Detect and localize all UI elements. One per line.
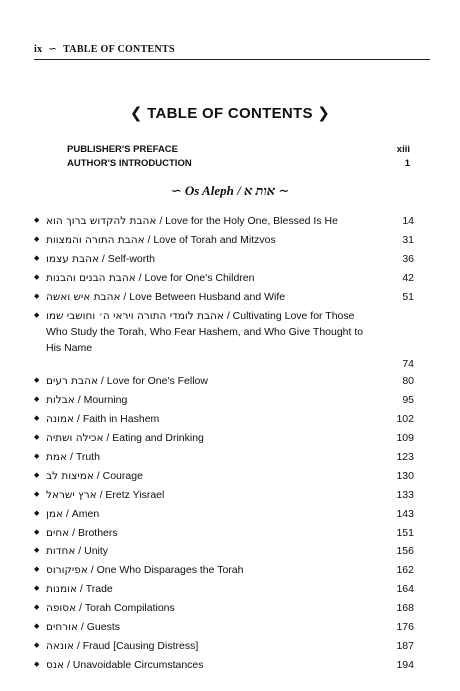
english-title: / Love for One's Children bbox=[135, 271, 255, 284]
english-title: / Brothers bbox=[69, 526, 118, 539]
english-title: / Unavoidable Circumstances bbox=[64, 658, 204, 671]
toc-entry-title bbox=[46, 269, 378, 288]
toc-entry-list bbox=[34, 212, 414, 675]
toc-entry-page: 164 bbox=[396, 583, 414, 596]
toc-entry-page: 51 bbox=[402, 290, 414, 303]
hebrew-title: אהבת עצמו bbox=[46, 252, 99, 265]
toc-entry-page: 74 bbox=[402, 358, 414, 371]
toc-entry[interactable] bbox=[34, 486, 414, 505]
toc-entry[interactable] bbox=[34, 448, 414, 467]
english-title: / Love for One's Fellow bbox=[98, 375, 208, 388]
toc-entry-title bbox=[46, 637, 378, 656]
toc-entry-title bbox=[46, 410, 378, 429]
toc-entry-page: 14 bbox=[402, 215, 414, 227]
english-title: / Torah Compilations bbox=[76, 602, 175, 615]
toc-entry-page: 36 bbox=[402, 252, 414, 265]
diamond-bullet-icon: ◆ bbox=[34, 415, 40, 423]
running-header bbox=[34, 44, 424, 55]
toc-entry-title bbox=[46, 505, 378, 524]
page-number-label: ix bbox=[34, 44, 43, 55]
english-title: / Love Between Husband and Wife bbox=[120, 290, 286, 303]
diamond-bullet-icon: ◆ bbox=[34, 453, 40, 461]
toc-entry-page: 133 bbox=[396, 488, 414, 501]
page-title bbox=[0, 104, 460, 122]
toc-entry-page: 102 bbox=[396, 413, 414, 426]
english-title: / Amen bbox=[63, 507, 100, 520]
section-heading bbox=[0, 183, 460, 199]
right-ornament-icon: ❯ bbox=[317, 105, 331, 122]
toc-entry-page: 162 bbox=[396, 564, 414, 577]
toc-entry-page: 109 bbox=[396, 432, 414, 445]
toc-entry[interactable] bbox=[34, 269, 414, 288]
toc-entry[interactable] bbox=[34, 561, 414, 580]
toc-entry-page: 123 bbox=[396, 451, 414, 464]
toc-entry-page: 130 bbox=[396, 469, 414, 482]
left-ornament-icon: ❮ bbox=[129, 105, 143, 122]
toc-entry[interactable] bbox=[34, 231, 414, 250]
english-title: / Trade bbox=[76, 583, 113, 596]
diamond-bullet-icon: ◆ bbox=[34, 623, 40, 631]
english-title: / Unity bbox=[75, 545, 109, 558]
hebrew-title: אחים bbox=[46, 526, 70, 539]
toc-entry[interactable] bbox=[34, 429, 414, 448]
toc-entry[interactable] bbox=[34, 618, 414, 637]
toc-entry-title bbox=[46, 448, 378, 467]
hebrew-title: אמן bbox=[46, 507, 64, 520]
diamond-bullet-icon: ◆ bbox=[34, 471, 40, 479]
toc-entry[interactable] bbox=[34, 599, 414, 618]
toc-entry-title bbox=[46, 467, 378, 486]
diamond-bullet-icon: ◆ bbox=[34, 254, 40, 262]
toc-entry-title bbox=[46, 486, 378, 505]
toc-entry-title bbox=[46, 429, 378, 448]
toc-entry[interactable] bbox=[34, 656, 414, 675]
toc-entry-title bbox=[46, 561, 378, 580]
hebrew-title: אמיצות לב bbox=[46, 469, 94, 482]
toc-entry[interactable] bbox=[34, 524, 414, 543]
hebrew-title: אהבת לומדי התורה ויראי ה׳ וחושבי שמו bbox=[46, 310, 224, 323]
english-title: / Courage bbox=[93, 469, 143, 482]
diamond-bullet-icon: ◆ bbox=[34, 396, 40, 404]
toc-entry[interactable] bbox=[34, 410, 414, 429]
toc-entry-title bbox=[46, 231, 378, 250]
diamond-bullet-icon: ◆ bbox=[34, 292, 40, 300]
toc-entry-title bbox=[46, 542, 378, 561]
right-ornament-icon: ∼ bbox=[278, 183, 290, 198]
hebrew-title: אנס bbox=[46, 658, 65, 671]
toc-entry-page: 151 bbox=[396, 526, 414, 539]
toc-entry-title bbox=[46, 212, 378, 231]
english-title: / Love of Torah and Mitzvos bbox=[144, 233, 276, 246]
hebrew-title: אורחים bbox=[46, 621, 78, 634]
toc-entry[interactable] bbox=[34, 637, 414, 656]
toc-entry-title bbox=[46, 308, 378, 356]
english-title: / Cultivating Love for Those Who Study the Torah, Who Fear Hashem, and Who Give Thought to His Name bbox=[46, 310, 364, 355]
front-matter-title: AUTHOR'S INTRODUCTION bbox=[67, 158, 192, 169]
toc-entry[interactable] bbox=[34, 505, 414, 524]
english-title: / Eating and Drinking bbox=[103, 432, 204, 445]
english-title: / Mourning bbox=[74, 394, 128, 407]
front-matter-item[interactable] bbox=[67, 155, 410, 172]
hebrew-title: אהבת להקדוש ברוך הוא bbox=[46, 215, 157, 227]
header-divider bbox=[34, 59, 430, 60]
toc-entry[interactable] bbox=[34, 306, 414, 372]
toc-entry[interactable] bbox=[34, 212, 414, 231]
diamond-bullet-icon: ◆ bbox=[34, 585, 40, 593]
diamond-bullet-icon: ◆ bbox=[34, 217, 40, 224]
toc-entry-title bbox=[46, 599, 378, 618]
hebrew-title: אסופה bbox=[46, 602, 77, 615]
toc-entry-title bbox=[46, 618, 378, 637]
english-title: / One Who Disparages the Torah bbox=[87, 564, 244, 577]
toc-entry-title bbox=[46, 288, 378, 307]
diamond-bullet-icon: ◆ bbox=[34, 273, 40, 281]
hebrew-title: אכילה ושתיה bbox=[46, 432, 104, 445]
front-matter-page: xiii bbox=[396, 144, 410, 155]
toc-entry-page: 143 bbox=[396, 507, 414, 520]
toc-entry-title bbox=[46, 656, 378, 675]
english-title: / Fraud [Causing Distress] bbox=[73, 639, 199, 652]
ornament-icon: ∽ bbox=[48, 44, 58, 55]
toc-entry[interactable] bbox=[34, 250, 414, 269]
hebrew-title: אומנות bbox=[46, 583, 77, 596]
diamond-bullet-icon: ◆ bbox=[34, 547, 40, 555]
toc-entry-page: 156 bbox=[396, 545, 414, 558]
toc-entry[interactable] bbox=[34, 580, 414, 599]
diamond-bullet-icon: ◆ bbox=[34, 235, 40, 243]
diamond-bullet-icon: ◆ bbox=[34, 641, 40, 649]
english-title: / Love for the Holy One, Blessed Is He bbox=[156, 215, 338, 227]
diamond-bullet-icon: ◆ bbox=[34, 528, 40, 536]
left-ornament-icon: ∽ bbox=[170, 183, 182, 198]
toc-entry-page: 95 bbox=[402, 394, 414, 407]
hebrew-title: אמת bbox=[46, 451, 68, 464]
diamond-bullet-icon: ◆ bbox=[34, 377, 40, 385]
toc-entry-page: 168 bbox=[396, 602, 414, 615]
hebrew-title: אחדות bbox=[46, 545, 76, 558]
front-matter-title: PUBLISHER'S PREFACE bbox=[67, 144, 178, 155]
hebrew-title: אונאה bbox=[46, 639, 74, 652]
toc-entry[interactable] bbox=[34, 391, 414, 410]
toc-entry-page: 187 bbox=[396, 639, 414, 652]
toc-entry-title bbox=[46, 372, 378, 391]
english-title: / Faith in Hashem bbox=[74, 413, 160, 426]
hebrew-title: אמונה bbox=[46, 413, 75, 426]
front-matter-page: 1 bbox=[404, 158, 410, 169]
toc-entry-page: 80 bbox=[402, 375, 414, 388]
page-title-text: TABLE OF CONTENTS bbox=[147, 105, 313, 122]
toc-entry-page: 176 bbox=[396, 621, 414, 634]
toc-entry[interactable] bbox=[34, 467, 414, 486]
toc-entry[interactable] bbox=[34, 288, 414, 307]
hebrew-title: אהבת התורה והמצוות bbox=[46, 233, 145, 246]
toc-entry[interactable] bbox=[34, 372, 414, 391]
hebrew-title: ארץ ישראל bbox=[46, 488, 97, 501]
toc-entry[interactable] bbox=[34, 542, 414, 561]
diamond-bullet-icon: ◆ bbox=[34, 566, 40, 574]
toc-entry-title bbox=[46, 524, 378, 543]
diamond-bullet-icon: ◆ bbox=[34, 660, 40, 668]
section-heading-text: Os Aleph / אות א bbox=[184, 183, 276, 198]
diamond-bullet-icon: ◆ bbox=[34, 509, 40, 517]
toc-entry-page: 42 bbox=[402, 271, 414, 284]
running-title: TABLE OF CONTENTS bbox=[63, 44, 175, 55]
hebrew-title: אהבת איש ואשה bbox=[46, 290, 121, 303]
hebrew-title: אפיקורוס bbox=[46, 564, 88, 577]
diamond-bullet-icon: ◆ bbox=[34, 312, 40, 320]
diamond-bullet-icon: ◆ bbox=[34, 490, 40, 498]
diamond-bullet-icon: ◆ bbox=[34, 434, 40, 442]
hebrew-title: אבלות bbox=[46, 394, 75, 407]
hebrew-title: אהבת רעים bbox=[46, 375, 99, 388]
english-title: / Self-worth bbox=[98, 252, 156, 265]
english-title: / Eretz Yisrael bbox=[96, 488, 165, 501]
toc-entry-title bbox=[46, 250, 378, 269]
hebrew-title: אהבת הבנים והבנות bbox=[46, 271, 136, 284]
english-title: / Truth bbox=[67, 451, 100, 464]
diamond-bullet-icon: ◆ bbox=[34, 604, 40, 612]
toc-entry-title bbox=[46, 391, 378, 410]
english-title: / Guests bbox=[77, 621, 120, 634]
toc-entry-title bbox=[46, 580, 378, 599]
toc-entry-page: 194 bbox=[396, 658, 414, 671]
toc-entry-page: 31 bbox=[402, 233, 414, 246]
